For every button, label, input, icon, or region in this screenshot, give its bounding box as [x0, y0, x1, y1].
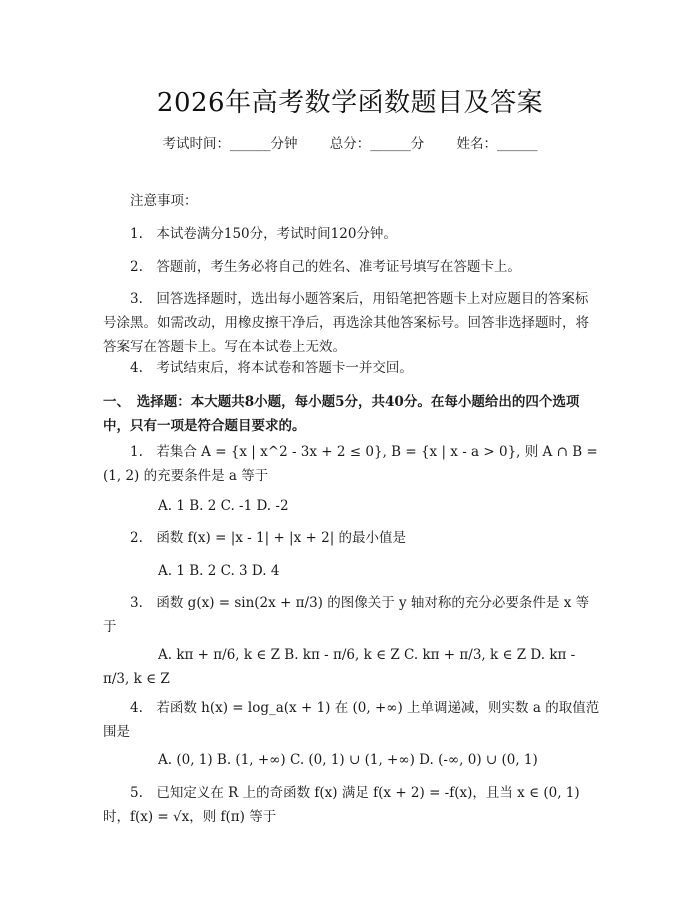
question-1 — [103, 440, 600, 488]
question-3 — [103, 591, 600, 639]
exam-time-field: 考试时间：______分钟 — [162, 136, 298, 152]
question-2-options: A. 1 B. 2 C. 3 D. 4 — [158, 563, 280, 579]
student-name-field: 姓名：______ — [456, 136, 538, 152]
question-stem: 3. 函数 g(x) = sin(2x + π/3) 的图像关于 y 轴对称的充分必要条件是 x 等于 — [103, 595, 590, 635]
notice-item: 1. 本试卷满分150分，考试时间120分钟。 — [130, 226, 397, 242]
question-4-options: A. (0, 1) B. (1, +∞) C. (0, 1) ∪ (1, +∞) D. (-∞, 0) ∪ (0, 1) — [158, 752, 538, 768]
question-5 — [103, 781, 600, 829]
question-stem: 5. 已知定义在 R 上的奇函数 f(x) 满足 f(x + 2) = -f(x)，且当 x ∈ (0, 1) 时，f(x) = √x，则 f(π) 等于 — [103, 785, 580, 825]
question-stem: 1. 若集合 A = {x | x^2 - 3x + 2 ≤ 0}, B = {x | x - a > 0}, 则 A ∩ B = (1, 2) 的充要条件是 a 等于 — [103, 444, 598, 484]
notice-heading: 注意事项： — [130, 193, 198, 209]
question-4 — [103, 696, 600, 744]
total-score-field: 总分：______分 — [329, 136, 425, 152]
notice-item: 3. 回答选择题时，选出每小题答案后，用铅笔把答题卡上对应题目的答案标号涂黑。如需改动，用橡皮擦干净后，再选涂其他答案标号。回答非选择题时，将答案写在答题卡上。写在本试卷上无效。 — [103, 291, 589, 355]
notice-item: 2. 答题前，考生务必将自己的姓名、准考证号填写在答题卡上。 — [130, 259, 521, 275]
question-stem: 4. 若函数 h(x) = log_a(x + 1) 在 (0, +∞) 上单调递减，则实数 a 的取值范围是 — [103, 700, 600, 740]
question-1-options: A. 1 B. 2 C. -1 D. -2 — [158, 498, 289, 514]
section-heading: 一、 选择题：本大题共8小题，每小题5分，共40分。在每小题给出的四个选项中，只有一项是符合题目要求的。 — [103, 394, 580, 434]
exam-meta — [0, 132, 700, 152]
notice-item: 4. 考试结束后，将本试卷和答题卡一并交回。 — [130, 360, 413, 376]
question-2 — [103, 526, 600, 550]
question-stem: 2. 函数 f(x) = |x - 1| + |x + 2| 的最小值是 — [130, 530, 407, 546]
question-3-options: A. kπ + π/6, k ∈ Z B. kπ - π/6, k ∈ Z C. kπ + π/3, k ∈ Z D. kπ - π/3, k ∈ Z — [103, 647, 576, 687]
page-title: 2026年高考数学函数题目及答案 — [156, 88, 544, 118]
